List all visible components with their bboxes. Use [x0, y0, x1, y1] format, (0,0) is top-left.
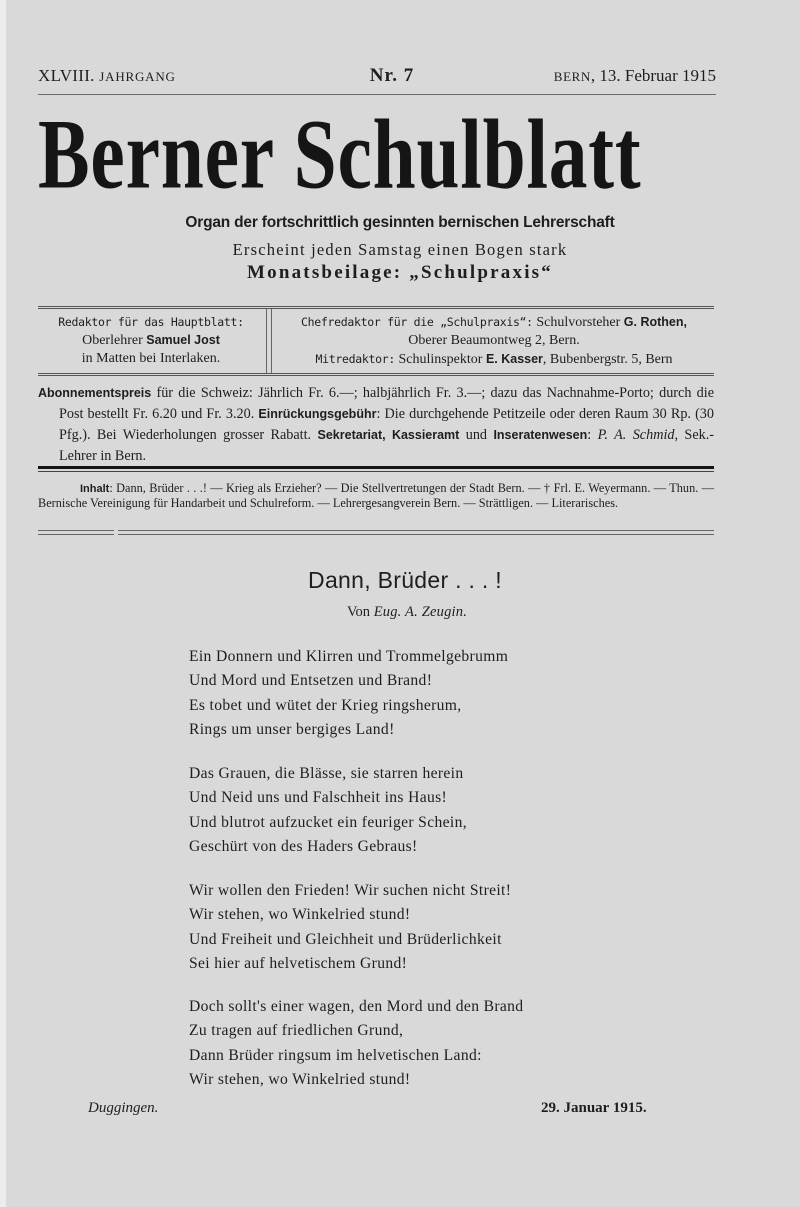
- masthead-subtitle: Organ der fortschrittlich gesinnten bernischen Lehrerschaft: [185, 214, 615, 231]
- poem-date: [541, 1100, 647, 1117]
- stanza-1: [189, 645, 508, 742]
- colon-text: :: [587, 427, 598, 443]
- poem-line: Wir stehen, wo Winkelried stund!: [189, 1070, 411, 1088]
- supplement-notice: Monatsbeilage: „Schulpraxis“: [247, 262, 553, 283]
- co-editor-address: , Bubenbergstr. 5, Bern: [542, 352, 673, 367]
- co-editor-line: [274, 350, 714, 369]
- main-editor-label: Redaktor für das Hauptblatt:: [58, 315, 244, 329]
- main-editor: [38, 313, 264, 368]
- stanza-2: [189, 762, 467, 859]
- contents-label: Inhalt: [80, 483, 110, 495]
- office-name: P. A. Schmid: [597, 427, 675, 443]
- byline-prefix: Von: [346, 604, 374, 620]
- poem-line: Rings um unser bergiges Land!: [189, 720, 395, 738]
- supplement-editors: [274, 313, 714, 369]
- column-divider: [266, 309, 272, 373]
- main-editor-title: Oberlehrer: [82, 333, 147, 348]
- poem-line: Wir stehen, wo Winkelried stund!: [189, 906, 411, 924]
- main-editor-name-line: [38, 331, 264, 350]
- fee-text: : Die durchgehende Petitzeile oder deren Raum 30 Rp. (30 Pfg.). Bei Wiederholungen grosser Rabatt.: [59, 406, 714, 443]
- poem-line: Doch sollt's einer wagen, den Mord und den Brand: [189, 998, 524, 1015]
- connector-text: und: [459, 427, 494, 443]
- poem-line: Zu tragen auf friedlichen Grund,: [189, 1022, 404, 1040]
- fee-label: Einrückungsgebühr: [258, 407, 377, 421]
- co-editor-label: Mitredaktor:: [315, 352, 395, 366]
- double-rule-left: [38, 530, 114, 535]
- heavy-rule: [38, 466, 714, 469]
- chief-editor-line: [274, 313, 714, 332]
- heavy-rule-underline: [38, 471, 714, 472]
- editors-box: [38, 306, 714, 376]
- publication-frequency: Erscheint jeden Samstag einen Bogen stark: [232, 240, 568, 259]
- co-editor-name: E. Kasser: [485, 352, 543, 366]
- main-editor-name: Samuel Jost: [146, 333, 220, 347]
- stanza-4: [189, 995, 523, 1092]
- volume-label: JAHRGANG: [99, 69, 176, 84]
- co-editor-title: Schulinspektor: [394, 352, 486, 367]
- masthead-title: Berner Schulblatt: [38, 99, 642, 211]
- date-text: , 13. Februar 1915: [590, 66, 716, 85]
- poem-date-text: 29. Januar 1915.: [541, 1100, 647, 1116]
- poem-line: Geschürt von des Haders Gebraus!: [189, 837, 418, 855]
- poem-line: Und blutrot aufzucket ein feuriger Schein,: [189, 813, 467, 831]
- chief-editor-address: Oberer Beaumontweg 2, Bern.: [408, 333, 580, 348]
- issue-date: [554, 66, 716, 86]
- poem-line: Es tobet und wütet der Krieg ringsherum,: [189, 696, 462, 714]
- poem-title: Dann, Brüder . . . !: [308, 567, 502, 593]
- poem-line: Wir wollen den Frieden! Wir suchen nicht Streit!: [189, 882, 512, 899]
- city: BERN: [553, 69, 591, 84]
- poem-line: Und Mord und Entsetzen und Brand!: [189, 672, 433, 690]
- office-label: Sekretariat, Kassieramt: [317, 428, 460, 442]
- poem-line: Ein Donnern und Klirren und Trommelgebrumm: [189, 648, 509, 665]
- header-rule: [38, 94, 716, 95]
- issue-number: Nr. 7: [369, 65, 415, 86]
- poem-line: Das Grauen, die Blässe, sie starren herein: [189, 765, 464, 782]
- chief-editor-label: Chefredaktor für die „Schulpraxis“:: [300, 315, 533, 329]
- main-editor-location: in Matten bei Interlaken.: [81, 351, 221, 366]
- subscription-text: für die Schweiz: Jährlich Fr. 6.—; halbjährlich Fr. 3.—; dazu das Nachnahme-Porto; durch die Post bestellt Fr. 6.20 und Fr. 3.20.: [59, 385, 714, 422]
- poem-byline: [0, 604, 800, 621]
- double-rule-right: [118, 530, 714, 535]
- poem-line: Und Freiheit und Gleichheit und Brüderlichkeit: [189, 930, 502, 948]
- chief-editor-name: G. Rothen,: [623, 315, 687, 329]
- poem-line: Sei hier auf helvetischem Grund!: [189, 954, 408, 972]
- contents-text: : Dann, Brüder . . .! — Krieg als Erzieher? — Die Stellvertretungen der Stadt Bern. — † Frl. E. Weyermann. — Thun. — Bernische Vereinigung für Handarbeit und Schulreform. — Lehrergesangverein Bern. — Strättligen. — Literarisches.: [38, 481, 714, 510]
- poem-place: Duggingen.: [88, 1100, 159, 1116]
- subscription-label: Abonnementspreis: [38, 386, 152, 400]
- poem-line: Und Neid uns und Falschheit ins Haus!: [189, 789, 448, 807]
- volume-number: XLVIII.: [38, 66, 95, 85]
- table-of-contents: [38, 481, 714, 510]
- chief-editor-title: Schulvorsteher: [532, 315, 624, 330]
- office-suffix: , Sek.-Lehrer in Bern.: [59, 427, 714, 464]
- stanza-3: [189, 879, 511, 976]
- poem-author: Eug. A. Zeugin.: [373, 604, 468, 620]
- subscription-info: [38, 383, 714, 467]
- issue-header: [38, 66, 716, 92]
- ads-label: Inseratenwesen: [493, 428, 588, 442]
- poem-line: Dann Brüder ringsum im helvetischen Land:: [189, 1046, 482, 1064]
